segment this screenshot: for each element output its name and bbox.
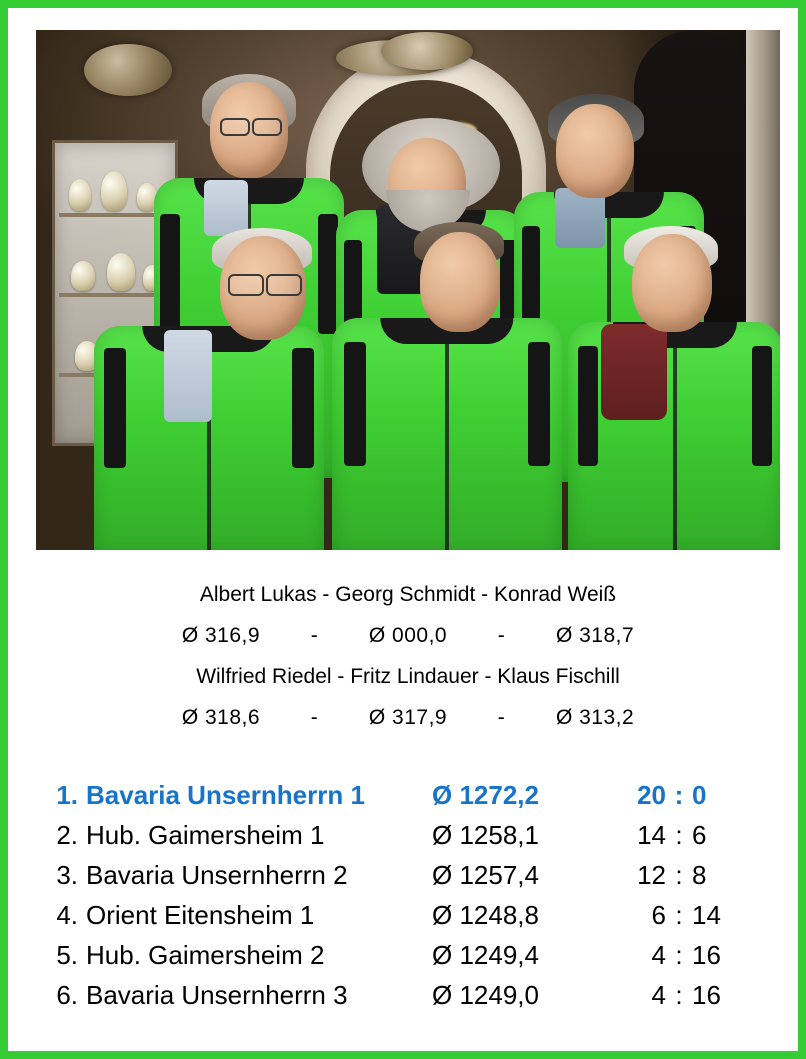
row-rank: 2. [56, 820, 78, 850]
table-row [36, 900, 780, 940]
row-colon: : [675, 980, 683, 1010]
caption-names-back: Albert Lukas - Georg Schmidt - Konrad Weiß [199, 583, 617, 606]
row-team: Hub. Gaimersheim 1 [86, 820, 325, 850]
row-team: Hub. Gaimersheim 2 [86, 940, 325, 970]
wall-plate-center-upper [381, 32, 473, 70]
row-points-won: 14 [637, 820, 666, 850]
table-row [36, 820, 780, 860]
row-colon: : [675, 820, 683, 850]
row-rank: 4. [56, 900, 78, 930]
row-points-lost: 14 [692, 900, 721, 930]
row-team: Bavaria Unsernherrn 1 [86, 780, 365, 810]
row-points-won: 4 [651, 980, 666, 1010]
row-average: Ø 1249,4 [432, 940, 539, 970]
row-rank: 5. [56, 940, 78, 970]
wall-plate-left [84, 44, 172, 96]
row-points-lost: 8 [692, 860, 707, 890]
table-row [36, 780, 780, 820]
row-points-won: 20 [637, 780, 666, 810]
caption-names-front: Wilfried Riedel - Fritz Lindauer - Klaus Fischill [196, 665, 620, 688]
row-points-lost: 16 [692, 980, 721, 1010]
row-average: Ø 1258,1 [432, 820, 539, 850]
row-points-lost: 16 [692, 940, 721, 970]
team-photo [36, 30, 780, 550]
table-row [36, 860, 780, 900]
standings-table [36, 780, 780, 1020]
row-points-won: 12 [637, 860, 666, 890]
row-team: Bavaria Unsernherrn 3 [86, 980, 348, 1010]
row-points-won: 4 [651, 940, 666, 970]
caption-averages-back: Ø 316,9 - Ø 000,0 - Ø 318,7 [181, 624, 635, 647]
row-rank: 6. [56, 980, 78, 1010]
row-points-won: 6 [651, 900, 666, 930]
photo-caption [36, 574, 780, 738]
caption-averages-front: Ø 318,6 - Ø 317,9 - Ø 313,2 [181, 706, 635, 729]
row-average: Ø 1248,8 [432, 900, 539, 930]
row-points-lost: 6 [692, 820, 707, 850]
row-colon: : [675, 900, 683, 930]
row-colon: : [675, 940, 683, 970]
row-team: Bavaria Unsernherrn 2 [86, 860, 348, 890]
row-rank: 3. [56, 860, 78, 890]
table-row [36, 980, 780, 1020]
row-colon: : [675, 860, 683, 890]
row-average: Ø 1257,4 [432, 860, 539, 890]
row-average: Ø 1272,2 [432, 780, 539, 810]
row-team: Orient Eitensheim 1 [86, 900, 315, 930]
row-colon: : [674, 780, 684, 810]
table-row [36, 940, 780, 980]
row-points-lost: 0 [692, 780, 707, 810]
row-rank: 1. [56, 780, 78, 810]
row-average: Ø 1249,0 [432, 980, 539, 1010]
